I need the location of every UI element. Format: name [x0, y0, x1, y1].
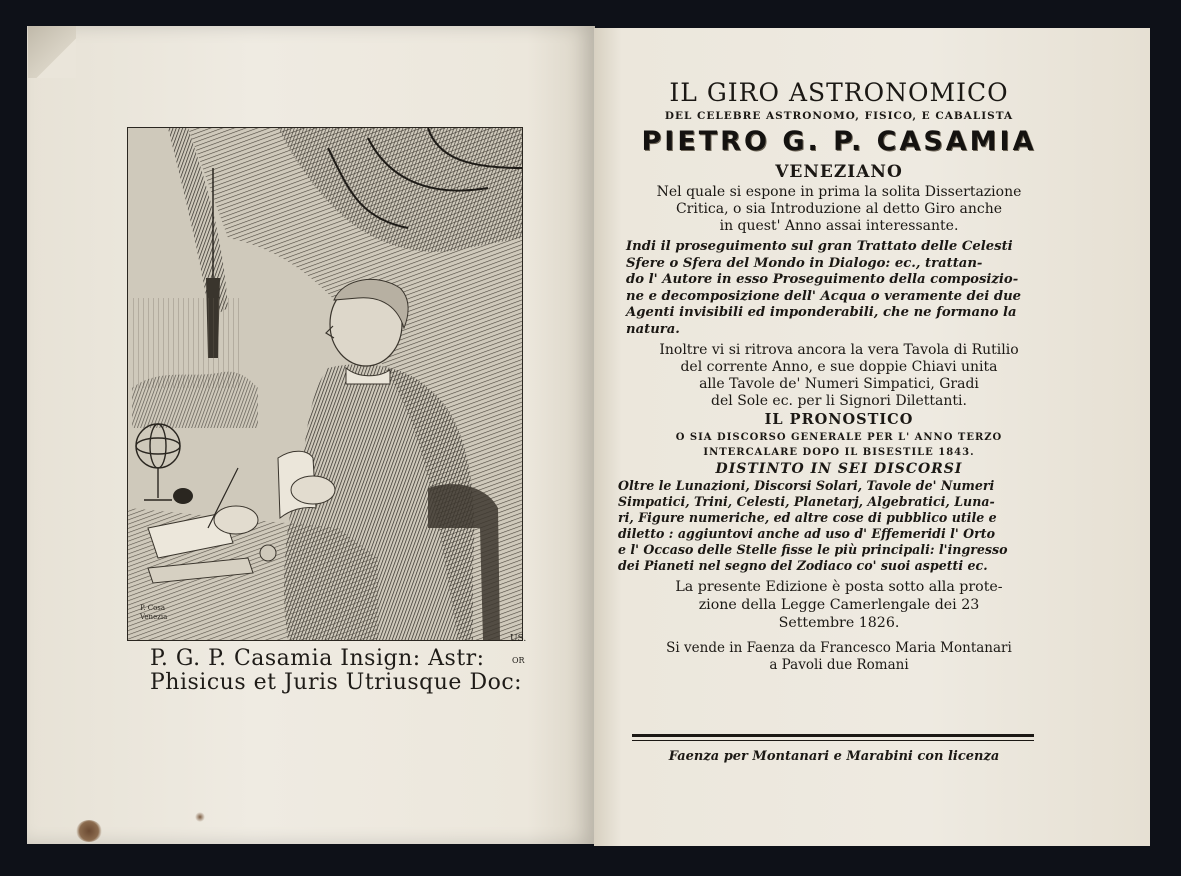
discorso-lines	[614, 430, 1064, 460]
paragraph-edizione	[614, 578, 1064, 632]
book-title: IL GIRO ASTRONOMICO	[669, 78, 1009, 107]
text-line: a Pavoli due Romani	[769, 657, 909, 673]
text-line: Nel quale si espone in prima la solita Dissertazione	[656, 184, 1022, 200]
engraver-signature	[140, 604, 167, 622]
text-line: do l' Autore in esso Proseguimento della composizio-	[626, 272, 1019, 287]
text-line: Settembre 1826.	[778, 615, 900, 631]
text-line: del Sole ec. per li Signori Dilettanti.	[711, 393, 967, 409]
text-line: Critica, o sia Introduzione al detto Giro anche	[675, 201, 1003, 217]
printer-imprint: Faenza per Montanari e Marabini con licenza	[668, 749, 1000, 764]
text-line: ne e decomposizione dell' Acqua o veramente dei due	[626, 288, 1022, 304]
text-line: Oltre le Lunazioni, Discorsi Solari, Tavole de' Numeri	[618, 478, 995, 493]
text-line: Simpatici, Trini, Celesti, Planetarj, Algebratici, Luna-	[618, 494, 995, 509]
text-line: in quest' Anno assai interessante.	[719, 218, 959, 234]
signature-line-1: P. Cosa	[140, 604, 166, 612]
text-line: INTERCALARE DOPO IL BISESTILE 1843.	[703, 447, 975, 458]
author-name: PIETRO G. P. CASAMIA	[641, 126, 1037, 157]
pronostico-heading: IL PRONOSTICO	[764, 411, 914, 428]
double-rule-thin	[632, 740, 1034, 741]
text-line: zione della Legge Camerlengale dei 23	[698, 597, 980, 613]
paragraph-lunazioni	[614, 478, 1064, 574]
text-line: Inoltre vi si ritrova ancora la vera Tavola di Rutilio	[659, 342, 1019, 358]
engraved-portrait	[127, 127, 523, 641]
inkwell	[173, 488, 193, 504]
signature-line-2: Venezia	[140, 613, 168, 621]
text-line: alle Tavole de' Numeri Simpatici, Gradi	[699, 376, 979, 392]
ink-stain-small	[195, 812, 205, 822]
ink-stain	[76, 820, 102, 842]
page-fold-corner	[28, 26, 76, 78]
caption-line-2: Phisicus et Juris Utriusque Doc:	[150, 670, 523, 695]
text-line: O SIA DISCORSO GENERALE PER L' ANNO TERZO	[675, 432, 1003, 443]
text-line: Si vende in Faenza da Francesco Maria Montanari	[666, 640, 1012, 656]
paragraph-tavola	[614, 342, 1064, 410]
text-line: e l' Occaso delle Stelle fisse le più principali: l'ingresso	[618, 542, 1008, 557]
caption-line-1: P. G. P. Casamia Insign: Astr:	[150, 646, 485, 671]
text-line: Agenti invisibili ed imponderabili, che ne formano la	[626, 305, 1017, 320]
author-origin: VENEZIANO	[775, 162, 903, 182]
paragraph-dissertation	[614, 184, 1064, 235]
double-rule-thick	[632, 734, 1034, 737]
text-line: Sfere o Sfera del Mondo in Dialogo: ec., trattan-	[626, 255, 983, 271]
paragraph-vendita	[614, 640, 1064, 674]
paragraph-trattato	[614, 239, 1064, 338]
text-line: natura.	[626, 321, 680, 337]
distinto-heading: DISTINTO IN SEI DISCORSI	[715, 461, 963, 477]
text-line: Indi il proseguimento sul gran Trattato delle Celesti	[626, 239, 1013, 254]
title-page	[614, 78, 1064, 674]
text-line: del corrente Anno, e sue doppie Chiavi unita	[680, 359, 998, 375]
book-subtitle: DEL CELEBRE ASTRONOMO, FISICO, E CABALISTA	[664, 110, 1014, 122]
text-line: ri, Figure numeriche, ed altre cose di pubblico utile e	[618, 510, 997, 525]
text-line: La presente Edizione è posta sotto alla prote-	[675, 579, 1003, 595]
caption-superscript-2: OR	[512, 656, 525, 665]
text-line: diletto : aggiuntovi anche ad uso d' Effemeridi l' Orto	[618, 526, 995, 541]
caption-superscript-1: US.	[510, 634, 527, 644]
text-line: dei Pianeti nel segno del Zodiaco co' suoi aspetti ec.	[618, 558, 988, 573]
portrait-illustration	[128, 128, 522, 640]
